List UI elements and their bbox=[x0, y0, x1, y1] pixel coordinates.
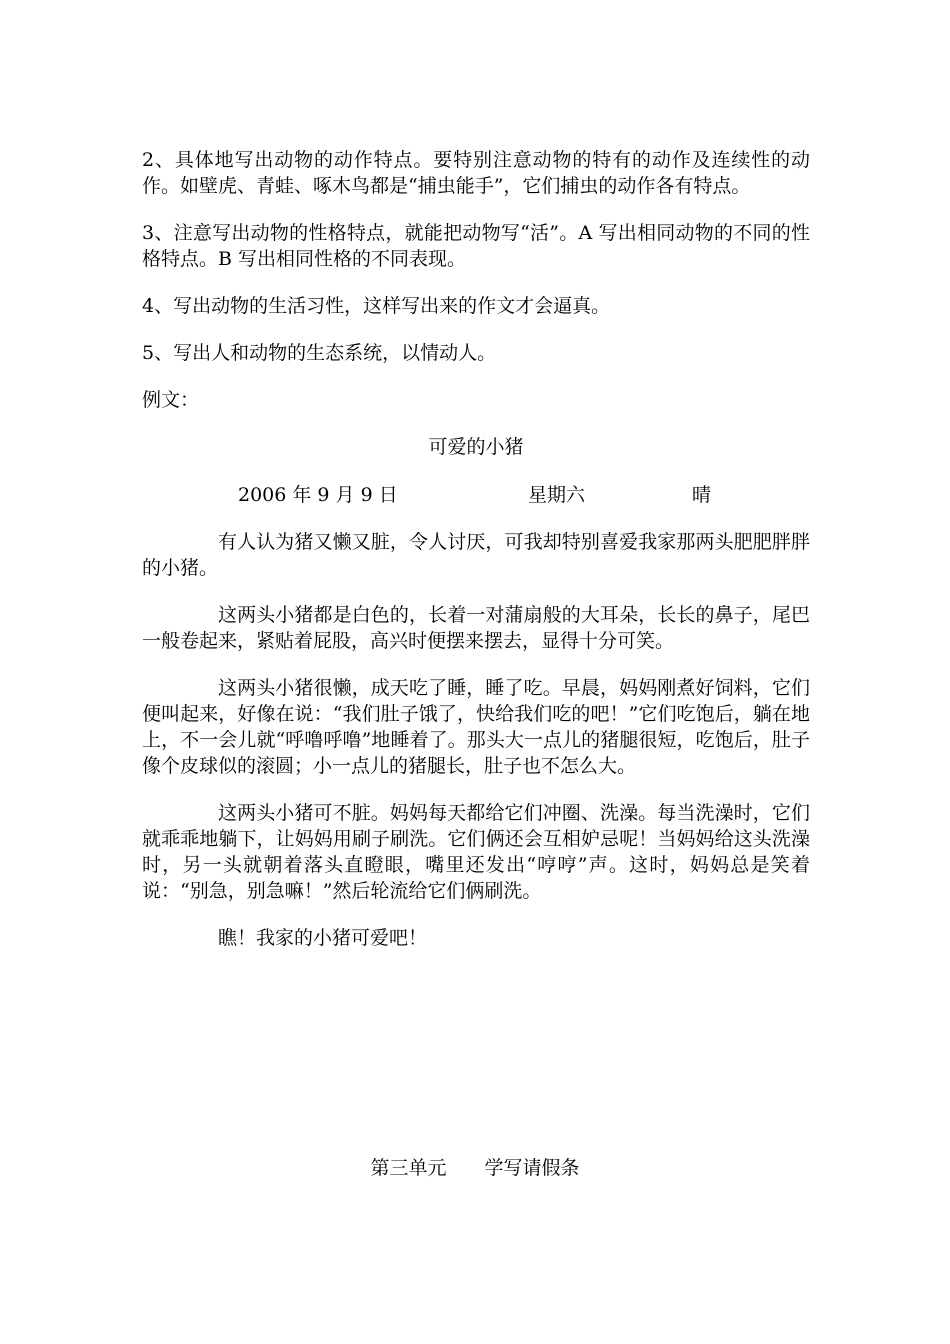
tip-paragraph-4: 4、写出动物的生活习性，这样写出来的作文才会逼真。 bbox=[142, 295, 611, 317]
essay-paragraph-3: 这两头小猪很懒，成天吃了睡，睡了吃。早晨，妈妈刚煮好饲料，它们便叫起来，好像在说：“我们肚子饿了，快给我们吃的吧！”它们吃饱后，躺在地上，不一会儿就“呼噜呼噜”地睡着了。那头大一点儿的猪腿很短，吃饱后，肚子像个皮球似的滚圆；小一点儿的猪腿长，肚子也不怎么大。 bbox=[142, 677, 810, 777]
example-label: 例文： bbox=[142, 389, 200, 411]
tip-paragraph-2: 2、具体地写出动物的动作特点。要特别注意动物的特有的动作及连续性的动作。如壁虎、青蛙、啄木鸟都是“捕虫能手”，它们捕虫的动作各有特点。 bbox=[142, 149, 810, 197]
essay-paragraph-2: 这两头小猪都是白色的，长着一对蒲扇般的大耳朵，长长的鼻子，尾巴一般卷起来，紧贴着屁股，高兴时便摆来摆去，显得十分可笑。 bbox=[142, 604, 810, 652]
essay-paragraph-5: 瞧！我家的小猪可爱吧！ bbox=[218, 927, 428, 949]
tip-paragraph-5: 5、写出人和动物的生态系统，以情动人。 bbox=[142, 342, 497, 364]
essay-paragraph-1: 有人认为猪又懒又脏，令人讨厌，可我却特别喜爱我家那两头肥肥胖胖的小猪。 bbox=[142, 531, 810, 579]
essay-dateline bbox=[142, 482, 810, 508]
essay-title: 可爱的小猪 bbox=[428, 436, 524, 458]
document-body bbox=[142, 147, 810, 972]
essay-paragraph-4: 这两头小猪可不脏。妈妈每天都给它们冲圈、洗澡。每当洗澡时，它们就乖乖地躺下，让妈妈用刷子刷洗。它们俩还会互相妒忌呢！当妈妈给这头洗澡时，另一头就朝着落头直瞪眼，嘴里还发出“哼哼”声。这时，妈妈总是笑着说：“别急，别急嘛！”然后轮流给它们俩刷洗。 bbox=[142, 802, 810, 902]
tip-paragraph-3: 3、注意写出动物的性格特点，就能把动物写“活”。A 写出相同动物的不同的性格特点。B 写出相同性格的不同表现。 bbox=[142, 222, 810, 270]
essay-date: 2006 年 9 月 9 日 bbox=[238, 484, 398, 506]
essay-weekday: 星期六 bbox=[528, 484, 586, 506]
essay-weather: 晴 bbox=[692, 484, 712, 506]
unit-heading: 第三单元 学写请假条 bbox=[370, 1157, 580, 1179]
